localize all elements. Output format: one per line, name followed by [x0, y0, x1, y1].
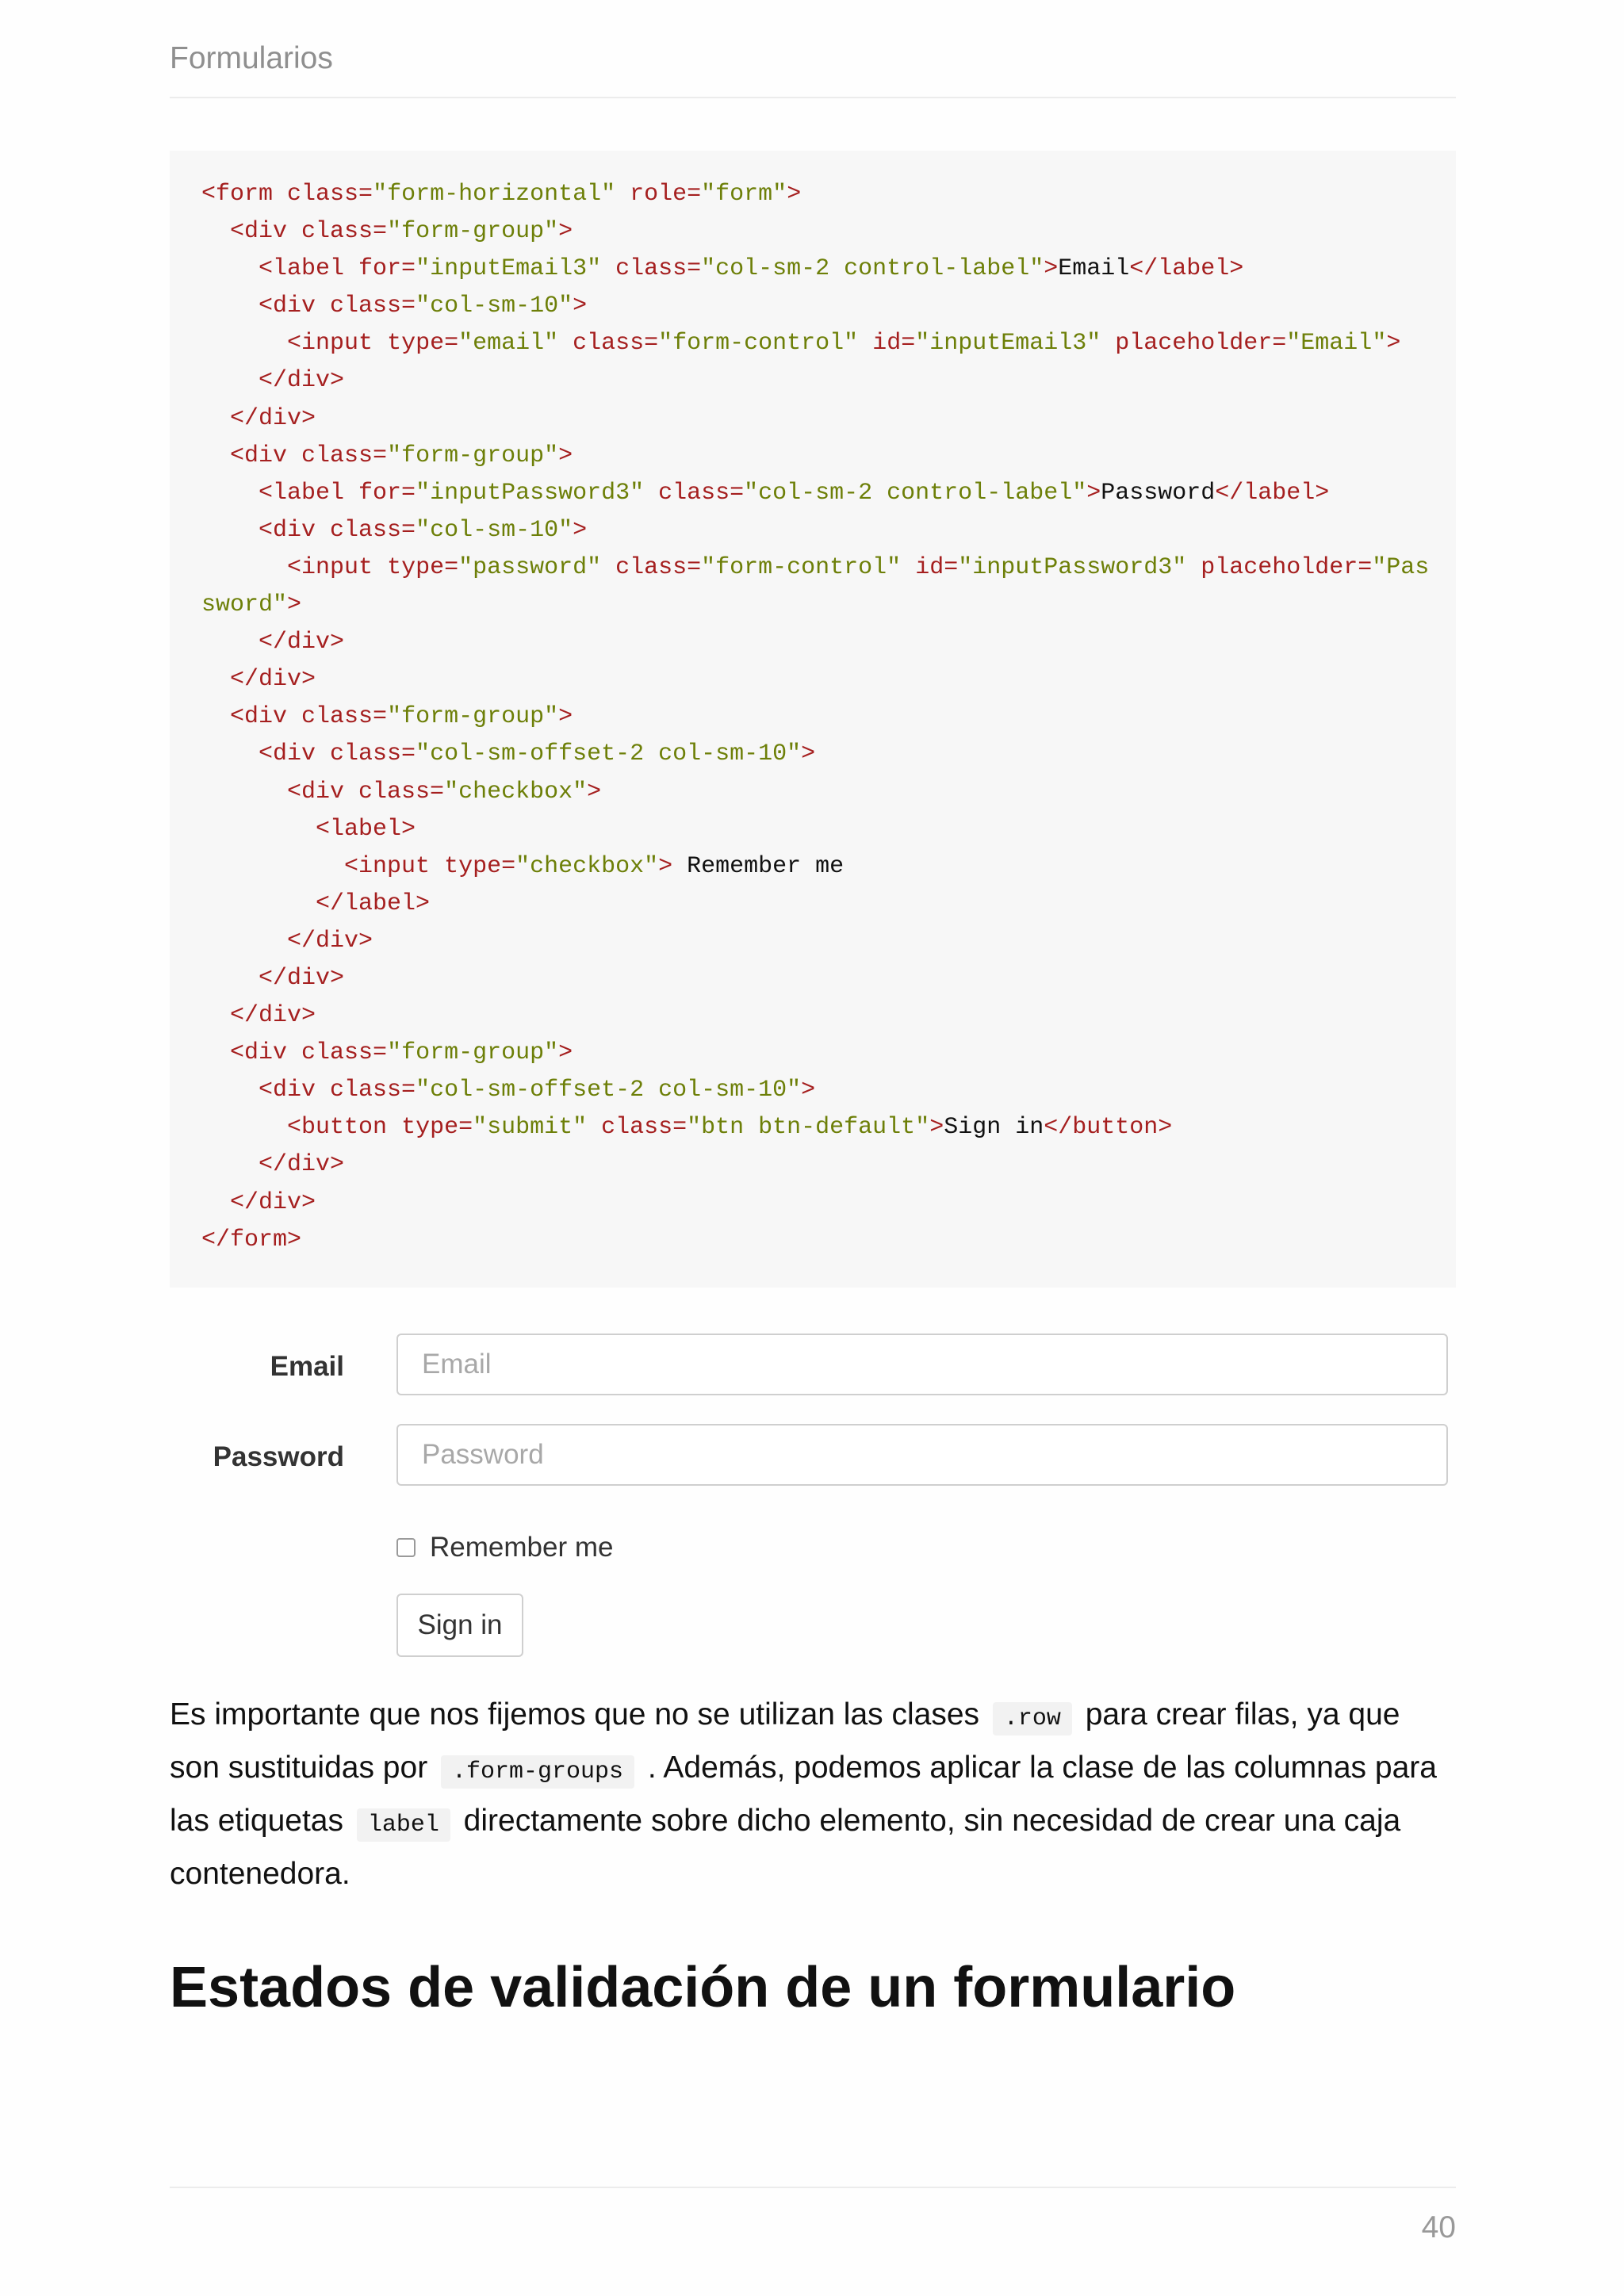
code-token [201, 965, 259, 992]
code-token: </label> [316, 890, 431, 917]
code-token: class= [330, 516, 416, 544]
code-token: <div [259, 740, 331, 768]
code-token: "form-group" [387, 703, 559, 731]
code-token [201, 218, 230, 245]
code-token: "form-group" [387, 1039, 559, 1067]
code-token: class= [301, 1039, 388, 1067]
code-token: > [573, 293, 588, 320]
code-line [201, 587, 1456, 624]
code-token [201, 1114, 287, 1141]
code-token: </div> [230, 1188, 316, 1216]
explanation-paragraph [170, 1690, 1456, 1899]
code-token [201, 442, 230, 469]
code-token: type= [387, 553, 459, 581]
code-token [201, 928, 287, 955]
code-token [201, 629, 259, 656]
code-token: Email [1058, 255, 1130, 283]
code-line [201, 811, 1456, 848]
code-token: type= [444, 852, 516, 880]
code-token: </button> [1044, 1114, 1173, 1142]
code-token: <input [287, 553, 388, 581]
code-token: "checkbox" [515, 852, 659, 880]
chapter-title: Formularios [170, 41, 333, 75]
code-token: "form-control" [658, 330, 859, 358]
code-token: > [587, 778, 602, 806]
page-footer [170, 2187, 1456, 2244]
code-token: </div> [259, 367, 345, 395]
code-token: "btn btn-default" [687, 1114, 930, 1142]
code-token [201, 293, 259, 320]
code-token [201, 480, 259, 507]
code-token: class= [601, 255, 702, 283]
code-line [201, 923, 1456, 960]
inline-code-label: label [357, 1808, 450, 1842]
code-line [201, 1109, 1456, 1146]
code-line [201, 288, 1456, 325]
code-token [201, 853, 344, 880]
code-token: Sign in [944, 1114, 1044, 1142]
code-token: </div> [230, 1002, 316, 1030]
code-token: "col-sm-10" [416, 293, 573, 320]
code-token: <div [230, 218, 302, 246]
code-token [201, 255, 259, 282]
paragraph-text: para crear filas, ya que son sustituidas por [170, 1697, 1400, 1785]
code-token: <div [259, 1077, 331, 1104]
code-token: > [787, 181, 802, 208]
code-token: class= [358, 778, 445, 806]
code-token [201, 1077, 259, 1104]
page-header [170, 38, 1456, 98]
code-token: <form [201, 181, 288, 208]
code-line [201, 661, 1456, 698]
code-token: </label> [1129, 255, 1244, 283]
remember-me-row[interactable] [396, 1530, 613, 1565]
page-number: 40 [1421, 2210, 1456, 2244]
code-token: > [658, 852, 673, 880]
code-token: > [558, 703, 573, 731]
code-token: <div [230, 1039, 302, 1067]
code-token: class= [587, 1114, 688, 1142]
code-token [201, 666, 230, 693]
code-line [201, 774, 1456, 811]
code-token: "col-sm-offset-2 col-sm-10" [416, 740, 802, 768]
code-token [201, 367, 259, 394]
section-heading: Estados de validación de un formulario [170, 1956, 1236, 2019]
paragraph-text: . Además, podemos aplicar la clase de las columnas para las etiquetas [170, 1751, 1437, 1838]
code-token: > [1086, 479, 1101, 507]
code-line [201, 997, 1456, 1035]
code-token: </div> [259, 964, 345, 992]
code-line [201, 512, 1456, 549]
code-token [201, 517, 259, 544]
code-token: Remember me [672, 852, 845, 880]
code-token [201, 330, 287, 357]
code-token: <label [259, 479, 359, 507]
code-token: <input [344, 852, 445, 880]
code-token: "form-group" [387, 442, 559, 469]
sign-in-button[interactable]: Sign in [396, 1594, 523, 1657]
code-line [201, 549, 1456, 587]
code-line [201, 886, 1456, 923]
code-token: > [801, 1077, 816, 1104]
code-line [201, 475, 1456, 512]
code-token [201, 1189, 230, 1216]
code-token: "inputEmail3" [915, 330, 1101, 358]
code-token: </div> [230, 404, 316, 432]
code-token: <label [259, 255, 359, 283]
code-token: "password" [458, 553, 602, 581]
code-token: > [929, 1114, 944, 1142]
code-token: id= [858, 330, 916, 358]
email-label: Email [270, 1351, 344, 1382]
code-line [201, 1184, 1456, 1222]
code-token: class= [287, 181, 373, 208]
code-token: placeholder= [1186, 553, 1373, 581]
code-line [201, 176, 1456, 213]
code-token: <div [287, 778, 359, 806]
code-token: class= [644, 479, 745, 507]
code-token [201, 554, 287, 581]
code-token: "col-sm-2 control-label" [744, 479, 1087, 507]
code-line [201, 624, 1456, 661]
code-block [170, 151, 1456, 1288]
code-token: class= [601, 553, 702, 581]
code-token: "form-control" [701, 553, 902, 581]
code-token: </form> [201, 1226, 302, 1253]
code-token [201, 1039, 230, 1066]
code-token: > [558, 218, 573, 246]
code-token: > [1386, 330, 1401, 358]
code-token [201, 1002, 230, 1029]
code-line [201, 1035, 1456, 1072]
code-line [201, 698, 1456, 736]
code-line [201, 438, 1456, 475]
code-token: </div> [287, 927, 373, 955]
password-field[interactable]: Password [396, 1424, 1448, 1486]
code-line [201, 213, 1456, 251]
code-token: class= [330, 293, 416, 320]
code-token [201, 405, 230, 432]
code-line [201, 1146, 1456, 1184]
code-token: <div [230, 442, 302, 469]
paragraph-text: directamente sobre dicho elemento, sin necesidad de crear una caja contenedora. [170, 1804, 1401, 1891]
code-token: sword" [201, 591, 288, 619]
code-token: "checkbox" [444, 778, 588, 806]
code-line [201, 736, 1456, 773]
code-line [201, 362, 1456, 400]
code-token: "Pas [1372, 553, 1430, 581]
paragraph-text: Es importante que nos fijemos que no se utilizan las clases [170, 1697, 988, 1732]
code-token: for= [358, 479, 416, 507]
code-token: type= [387, 330, 459, 358]
remember-me-checkbox[interactable] [396, 1538, 416, 1557]
code-token: <div [259, 516, 331, 544]
code-token: "form" [701, 181, 787, 208]
code-token: "inputPassword3" [416, 479, 645, 507]
code-token: <button [287, 1114, 402, 1142]
code-line [201, 1072, 1456, 1109]
code-token: class= [330, 1077, 416, 1104]
code-token: > [558, 1039, 573, 1067]
code-token: <div [259, 293, 331, 320]
code-line [201, 1222, 1456, 1259]
code-token: "form-horizontal" [373, 181, 616, 208]
remember-me-label: Remember me [430, 1532, 614, 1563]
code-line [201, 400, 1456, 438]
code-token: "col-sm-offset-2 col-sm-10" [416, 1077, 802, 1104]
demo-form [170, 1300, 1456, 1681]
code-token: > [801, 740, 816, 768]
code-token: type= [401, 1114, 473, 1142]
code-token [201, 1151, 259, 1178]
code-token: "col-sm-2 control-label" [701, 255, 1044, 283]
code-token: role= [615, 181, 702, 208]
code-token: > [573, 516, 588, 544]
code-token: placeholder= [1101, 330, 1287, 358]
code-line [201, 848, 1456, 886]
code-token: </div> [259, 629, 345, 656]
code-token: class= [301, 703, 388, 731]
code-token: Password [1101, 479, 1216, 507]
code-token: "col-sm-10" [416, 516, 573, 544]
code-token: class= [558, 330, 659, 358]
code-token: </label> [1215, 479, 1330, 507]
code-token: > [287, 591, 302, 619]
code-token [201, 740, 259, 767]
code-token [201, 779, 287, 806]
code-line [201, 960, 1456, 997]
code-token: > [558, 442, 573, 469]
code-line [201, 251, 1456, 288]
code-token: > [1044, 255, 1059, 283]
code-token: for= [358, 255, 416, 283]
code-token: "inputEmail3" [416, 255, 602, 283]
code-token: "inputPassword3" [958, 553, 1187, 581]
inline-code-form-groups: .form-groups [441, 1755, 634, 1789]
code-token: <div [230, 703, 302, 731]
code-token: class= [330, 740, 416, 768]
code-token: </div> [230, 666, 316, 694]
code-token: "form-group" [387, 218, 559, 246]
code-token: class= [301, 442, 388, 469]
code-token: id= [901, 553, 959, 581]
code-token: "submit" [473, 1114, 588, 1142]
email-field[interactable]: Email [396, 1334, 1448, 1395]
code-token [201, 816, 316, 843]
code-token: "email" [458, 330, 559, 358]
code-token: class= [301, 218, 388, 246]
code-token [201, 890, 316, 917]
code-token: <label> [316, 815, 416, 843]
code-token [201, 703, 230, 730]
inline-code-row: .row [993, 1702, 1072, 1735]
code-token: "Email" [1286, 330, 1387, 358]
code-line [201, 325, 1456, 362]
code-token: </div> [259, 1151, 345, 1179]
code-token: <input [287, 330, 388, 358]
password-label: Password [213, 1441, 344, 1472]
